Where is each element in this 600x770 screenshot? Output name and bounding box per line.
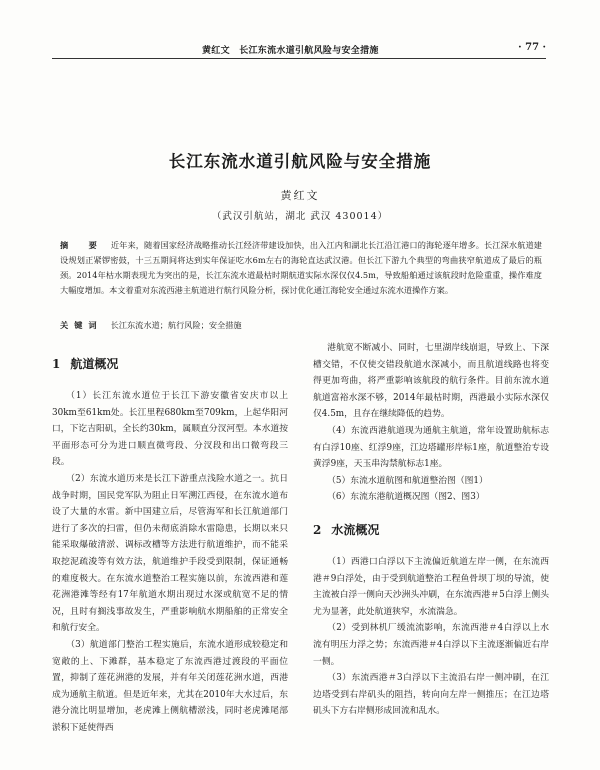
- abstract-text: 近年来，随着国家经济战略推动长江经济带建设加快，出入江内和湖北长江沿江港口的海轮逐年增多。长江深水航道建设规划正紧锣密鼓，十三五期间将达到实年保证吃水6m左右的海轮直达武汉港。但长江下游九个典型的弯曲狭窄航道成了最后的瓶颈。2014年枯水期表现尤为突出的是，长江东流水道最枯时期航道实际水深仅仅4.5m，导致船舶通过该航段时危险重重，操作难度大幅度增加。本文着重对东流西港主航道进行航行风险分析，探讨优化通江海轮安全通过东流水道操作方案。: [60, 240, 542, 295]
- section-heading-1: [52, 354, 288, 374]
- paragraph: （1）西港口白浮以下主流偏近航道左岸一侧，在东流西港＃9白浮处，由于受到航道整治工程鱼骨坝丁坝的导流，使主流被白浮一侧向天沙洲头冲刷，在东流西港＃5白浮上侧头尤为显著，此处航道狭窄，水流湍急。: [313, 556, 549, 617]
- paragraph: （6）东流东港航道概况图（图2、图3）: [327, 492, 485, 503]
- right-column: [313, 340, 549, 720]
- keywords: [60, 318, 542, 333]
- paragraph: （5）东流水道航图和航道整治图（图1）: [327, 475, 488, 486]
- paragraph: （2）受到林机厂缓流流影响，东流西港＃4白浮以上水流有明压力浮之势；东流西港＃4白浮以下主流逐渐偏近右岸一侧。: [313, 623, 549, 667]
- paragraph: （4）东流西港航道现为通航主航道，常年设置助航标志有白浮10座、红浮9座，江边塔罐形岸标1座，航道整治专设黄浮9座，天玉串沟禁航标志1座。: [313, 425, 549, 470]
- keywords-label: 关键词: [60, 320, 103, 330]
- abstract-label: 摘 要: [60, 240, 103, 250]
- section-number: 1: [52, 357, 61, 371]
- left-column: [52, 340, 288, 736]
- section-heading-2: [313, 520, 549, 540]
- keywords-text: 长江东流水道；航行风险；安全措施: [110, 320, 242, 330]
- abstract: [60, 238, 542, 298]
- author-affiliation: （武汉引航站，湖北 武汉 430014）: [211, 211, 389, 222]
- paragraph: （1）长江东流水道位于长江下游安徽省安庆市以上30km至61km处。长江里程680km至709km，上起华阳河口，下讫吉阳矶，全长约30km，属顺直分汊河型。本水道按平面形态可分为进口顺直微弯段、分汊段和出口微弯段三段。: [52, 391, 288, 468]
- section-number: 2: [313, 522, 322, 537]
- running-title: 黄红文 长江东流水道引航风险与安全措施: [202, 46, 379, 56]
- section-title: 航道概况: [70, 357, 119, 371]
- page-number: · 77 ·: [518, 42, 546, 53]
- running-header: [52, 42, 546, 59]
- paragraph: 港航宽不断减小、同时，七里湖岸线崩退，导致上、下深槽交错，不仅使交错段航道水深减小，而且航道线路也将变得更加弯曲，将严重影响该航段的航行条件。目前东流水道航道富裕水深不够，2014年最枯时期，西港最小实际水深仅仅4.5m，且存在继续降低的趋势。: [313, 343, 549, 420]
- paragraph: （3）航道部门整治工程实施后，东流水道形成较稳定和宽敞的上、下滩群，基本稳定了东流西港过渡段的平面位置，抑制了莲花洲港的发展，并有年关闭莲花洲水道，西港成为通航主航道。但是近年来，尤其在2010年大水过后，东港分流比明显增加，老虎滩上侧航槽淤浅，同时老虎滩尾部淤积下延使得西: [52, 639, 288, 733]
- article-title: 长江东流水道引航风险与安全措施: [168, 152, 432, 171]
- section-title: 水流概况: [331, 522, 380, 537]
- paragraph: （3）东流西港＃3白浮以下主流沿右岸一侧冲刷，在江边塔受到右岸矶头的阻挡，转向向左岸一侧推压；在江边塔矶头下方右岸侧形成回流和乱水。: [313, 673, 549, 717]
- author-name: 黄红文: [280, 189, 320, 202]
- paragraph: （2）东流水道历来是长江下游重点浅险水道之一。抗日战争时期，国民党军队为阻止日军溯江西侵，在东流水道布设了大量的水雷。新中国建立后，尽管海军和长江航道部门进行了多次的扫雷，但仍未彻底消除水雷隐患，长期以来只能采取爆破清淤、调标改槽等方法进行航道维护，而不能采取挖泥疏浚等有效方法，航道维护手段受到限制，保证通畅的难度极大。在东流水道整治工程实施以前，东流西港和莲花洲港滩等经有17年航道水期出现过水深或航宽不足的情况，且时有搁浅事故发生，严重影响航水期船舶的正常安全和航行安全。: [52, 473, 288, 634]
